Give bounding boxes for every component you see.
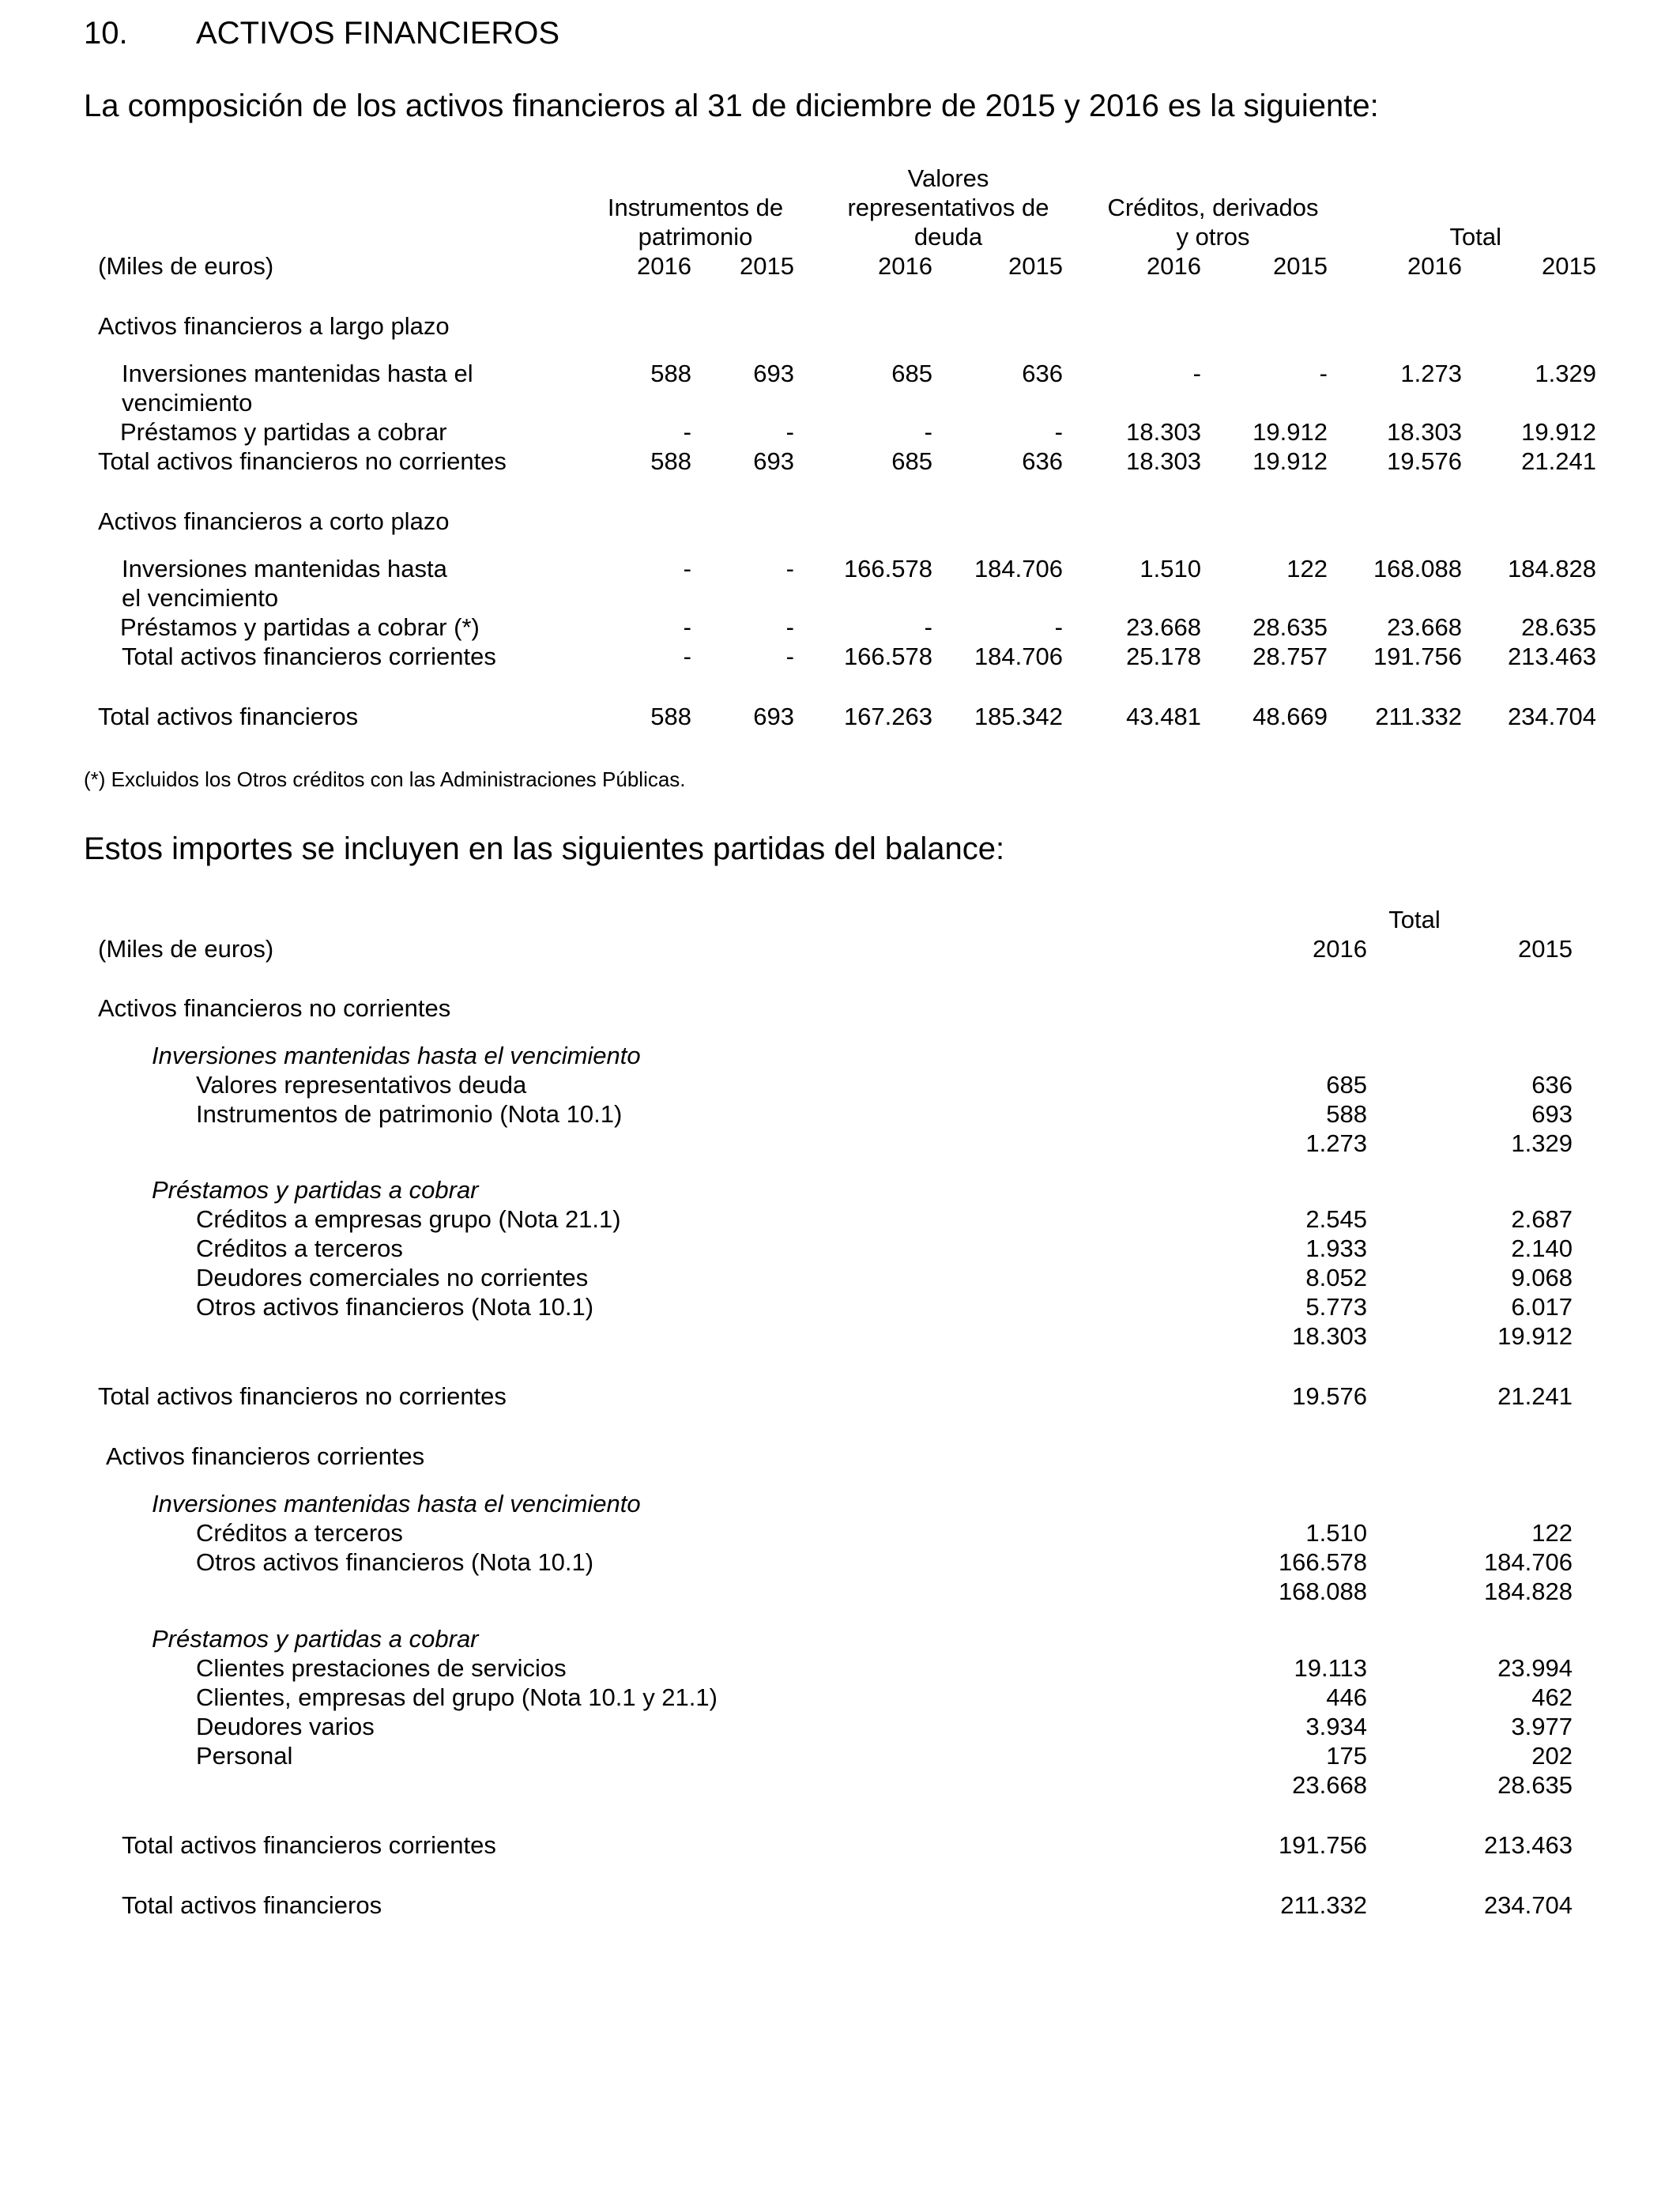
t2-cell-2015: 19.912 (1497, 1322, 1573, 1350)
t2-cell-2016: 685 (1326, 1071, 1367, 1099)
t1-year-header: 2016 (878, 252, 932, 280)
t1-row-label-cont: vencimiento (122, 389, 253, 417)
t1-cell: 636 (1022, 447, 1063, 475)
t2-row-label: Créditos a terceros (196, 1519, 403, 1547)
t1-cell: 693 (753, 360, 794, 387)
t2-row-label: Deudores varios (196, 1713, 375, 1740)
t2-cell-2016: 2.545 (1305, 1205, 1367, 1233)
t1-cell: 636 (1022, 360, 1063, 387)
t2-cell-2016: 23.668 (1292, 1771, 1367, 1799)
t1-cell: - (1054, 418, 1063, 446)
t1-cell: 1.273 (1400, 360, 1462, 387)
t2-unit-label: (Miles de euros) (98, 935, 274, 963)
t1-cell: 18.303 (1126, 418, 1201, 446)
t1-cell: 28.757 (1252, 643, 1328, 670)
t2-cell-2016: 175 (1326, 1742, 1367, 1770)
t1-cell: - (785, 643, 794, 670)
t1-cell: 122 (1286, 555, 1328, 582)
t2-cell-2016: 166.578 (1278, 1548, 1367, 1576)
t1-year-header: 2016 (1407, 252, 1462, 280)
t2-row-label: Créditos a terceros (196, 1235, 403, 1262)
t2-row-label: Clientes, empresas del grupo (Nota 10.1 y 21.1) (196, 1683, 718, 1711)
t1-cell: 166.578 (843, 643, 932, 670)
t1-year-header: 2016 (637, 252, 691, 280)
t1-row-label: Total activos financieros no corrientes (98, 447, 507, 475)
t2-cell-2015: 6.017 (1511, 1293, 1573, 1321)
t2-cell-2015: 2.140 (1511, 1235, 1573, 1262)
t1-cell: 18.303 (1126, 447, 1201, 475)
t2-cell-2016: 446 (1326, 1683, 1367, 1711)
t2-cell-2015: 202 (1531, 1742, 1573, 1770)
t1-cell: - (683, 555, 691, 582)
t1-row-label: Activos financieros a largo plazo (98, 312, 450, 340)
t2-cell-2015: 184.706 (1483, 1548, 1573, 1576)
t2-cell-2015: 122 (1531, 1519, 1573, 1547)
t1-group-header-2-line-1: Valores (907, 164, 989, 192)
t1-cell: 168.088 (1373, 555, 1462, 582)
t2-cell-2015: 1.329 (1511, 1129, 1573, 1157)
t2-row-label: Clientes prestaciones de servicios (196, 1654, 567, 1682)
t1-year-header: 2015 (1008, 252, 1063, 280)
t2-cell-2016: 168.088 (1278, 1578, 1367, 1605)
t1-cell: - (1054, 613, 1063, 641)
t2-row-label: Total activos financieros (122, 1891, 382, 1919)
t1-cell: 18.303 (1387, 418, 1462, 446)
t1-group-header-2-line-3: deuda (913, 223, 983, 251)
t1-cell: - (924, 418, 932, 446)
t2-cell-2016: 3.934 (1305, 1713, 1367, 1740)
t1-cell: 25.178 (1126, 643, 1201, 670)
t1-cell: 167.263 (843, 703, 932, 730)
t1-cell: 1.329 (1535, 360, 1596, 387)
t1-cell: 693 (753, 447, 794, 475)
t1-footnote: (*) Excluidos los Otros créditos con las Administraciones Públicas. (84, 767, 686, 791)
t2-cell-2016: 211.332 (1280, 1891, 1367, 1919)
t1-group-header-1-line-1: Instrumentos de (607, 194, 784, 221)
t1-cell: 19.576 (1387, 447, 1462, 475)
t2-cell-2016: 18.303 (1292, 1322, 1367, 1350)
t1-cell: 588 (650, 447, 691, 475)
t1-group-header-4-line-1: Total (1449, 223, 1501, 251)
t1-cell: 19.912 (1252, 447, 1328, 475)
t2-row-label: Activos financieros no corrientes (98, 994, 451, 1022)
t2-row-label: Instrumentos de patrimonio (Nota 10.1) (196, 1100, 623, 1128)
t1-unit-label: (Miles de euros) (98, 252, 274, 280)
t1-year-header: 2016 (1147, 252, 1201, 280)
t1-cell: - (785, 613, 794, 641)
t1-row-label: Total activos financieros corrientes (122, 643, 496, 670)
t1-row-label-cont: el vencimiento (122, 584, 279, 612)
t1-row-label: Total activos financieros (98, 703, 359, 730)
t1-cell: 19.912 (1521, 418, 1596, 446)
t1-cell: - (924, 613, 932, 641)
t1-cell: - (683, 643, 691, 670)
intro-paragraph-2: Estos importes se incluyen en las siguientes partidas del balance: (84, 831, 1005, 866)
t1-cell: 184.828 (1507, 555, 1596, 582)
t1-cell: 1.510 (1139, 555, 1201, 582)
t2-cell-2016: 1.933 (1305, 1235, 1367, 1262)
t2-cell-2015: 693 (1531, 1100, 1573, 1128)
t1-cell: 588 (650, 703, 691, 730)
t1-group-header-1-line-2: patrimonio (638, 223, 753, 251)
t1-cell: - (683, 418, 691, 446)
t2-cell-2015: 9.068 (1511, 1264, 1573, 1291)
t1-cell: - (785, 418, 794, 446)
t1-cell: 28.635 (1252, 613, 1328, 641)
t1-row-label: Activos financieros a corto plazo (98, 507, 450, 535)
section-title: ACTIVOS FINANCIEROS (196, 16, 560, 51)
t2-year-2016: 2016 (1313, 935, 1367, 963)
t1-cell: - (1319, 360, 1328, 387)
t1-cell: 21.241 (1521, 447, 1596, 475)
t2-cell-2015: 2.687 (1511, 1205, 1573, 1233)
t1-cell: 166.578 (843, 555, 932, 582)
t1-cell: 685 (891, 447, 932, 475)
t1-cell: - (1192, 360, 1201, 387)
t1-cell: 213.463 (1507, 643, 1596, 670)
t1-cell: 185.342 (974, 703, 1063, 730)
t2-cell-2016: 191.756 (1278, 1831, 1367, 1859)
t1-cell: 588 (650, 360, 691, 387)
t1-row-label: Inversiones mantenidas hasta el (122, 360, 473, 387)
t2-cell-2015: 636 (1531, 1071, 1573, 1099)
t2-row-label: Otros activos financieros (Nota 10.1) (196, 1293, 594, 1321)
t1-cell: 211.332 (1375, 703, 1462, 730)
intro-paragraph-1: La composición de los activos financieros al 31 de diciembre de 2015 y 2016 es la siguiente: (84, 89, 1379, 123)
t2-cell-2016: 1.273 (1305, 1129, 1367, 1157)
t2-year-2015: 2015 (1518, 935, 1573, 963)
t1-cell: 191.756 (1373, 643, 1462, 670)
t1-cell: 685 (891, 360, 932, 387)
t1-cell: 23.668 (1387, 613, 1462, 641)
t1-cell: - (785, 555, 794, 582)
t1-group-header-3-line-2: y otros (1176, 223, 1250, 251)
t2-row-label: Total activos financieros corrientes (122, 1831, 496, 1859)
t2-cell-2016: 19.576 (1292, 1382, 1367, 1410)
t2-total-header: Total (1388, 906, 1441, 933)
t2-cell-2016: 5.773 (1305, 1293, 1367, 1321)
t2-row-label: Total activos financieros no corrientes (98, 1382, 507, 1410)
t1-row-label: Préstamos y partidas a cobrar (*) (120, 613, 480, 641)
t2-row-label: Inversiones mantenidas hasta el vencimiento (152, 1490, 641, 1517)
t2-row-label: Valores representativos deuda (196, 1071, 527, 1099)
t2-row-label: Deudores comerciales no corrientes (196, 1264, 589, 1291)
t1-cell: 43.481 (1126, 703, 1201, 730)
t2-cell-2016: 19.113 (1294, 1654, 1367, 1682)
t1-cell: 184.706 (974, 643, 1063, 670)
t2-cell-2015: 213.463 (1483, 1831, 1573, 1859)
t1-year-header: 2015 (1542, 252, 1596, 280)
t1-cell: 23.668 (1126, 613, 1201, 641)
t1-row-label: Préstamos y partidas a cobrar (120, 418, 447, 446)
t2-cell-2015: 23.994 (1497, 1654, 1573, 1682)
t1-year-header: 2015 (1273, 252, 1328, 280)
t2-cell-2015: 21.241 (1497, 1382, 1573, 1410)
t1-group-header-3-line-1: Créditos, derivados (1107, 194, 1319, 221)
t2-row-label: Inversiones mantenidas hasta el vencimiento (152, 1042, 641, 1069)
t2-row-label: Préstamos y partidas a cobrar (152, 1625, 479, 1653)
t1-cell: 184.706 (974, 555, 1063, 582)
t2-cell-2016: 588 (1326, 1100, 1367, 1128)
t2-cell-2015: 28.635 (1497, 1771, 1573, 1799)
t1-cell: 693 (753, 703, 794, 730)
t2-row-label: Créditos a empresas grupo (Nota 21.1) (196, 1205, 621, 1233)
t1-cell: - (683, 613, 691, 641)
t2-cell-2015: 462 (1531, 1683, 1573, 1711)
t1-row-label: Inversiones mantenidas hasta (122, 555, 447, 582)
t1-cell: 48.669 (1252, 703, 1328, 730)
t1-cell: 28.635 (1521, 613, 1596, 641)
t2-cell-2015: 3.977 (1511, 1713, 1573, 1740)
t1-cell: 19.912 (1252, 418, 1328, 446)
t1-group-header-2-line-2: representativos de (847, 194, 1049, 221)
t1-year-header: 2015 (740, 252, 794, 280)
t2-cell-2016: 8.052 (1305, 1264, 1367, 1291)
t2-row-label: Otros activos financieros (Nota 10.1) (196, 1548, 594, 1576)
t2-cell-2015: 234.704 (1483, 1891, 1573, 1919)
section-number: 10. (84, 16, 128, 51)
t2-row-label: Personal (196, 1742, 293, 1770)
t2-row-label: Activos financieros corrientes (106, 1442, 425, 1470)
t1-cell: 234.704 (1507, 703, 1596, 730)
t2-cell-2016: 1.510 (1305, 1519, 1367, 1547)
t2-cell-2015: 184.828 (1483, 1578, 1573, 1605)
t2-row-label: Préstamos y partidas a cobrar (152, 1176, 479, 1204)
